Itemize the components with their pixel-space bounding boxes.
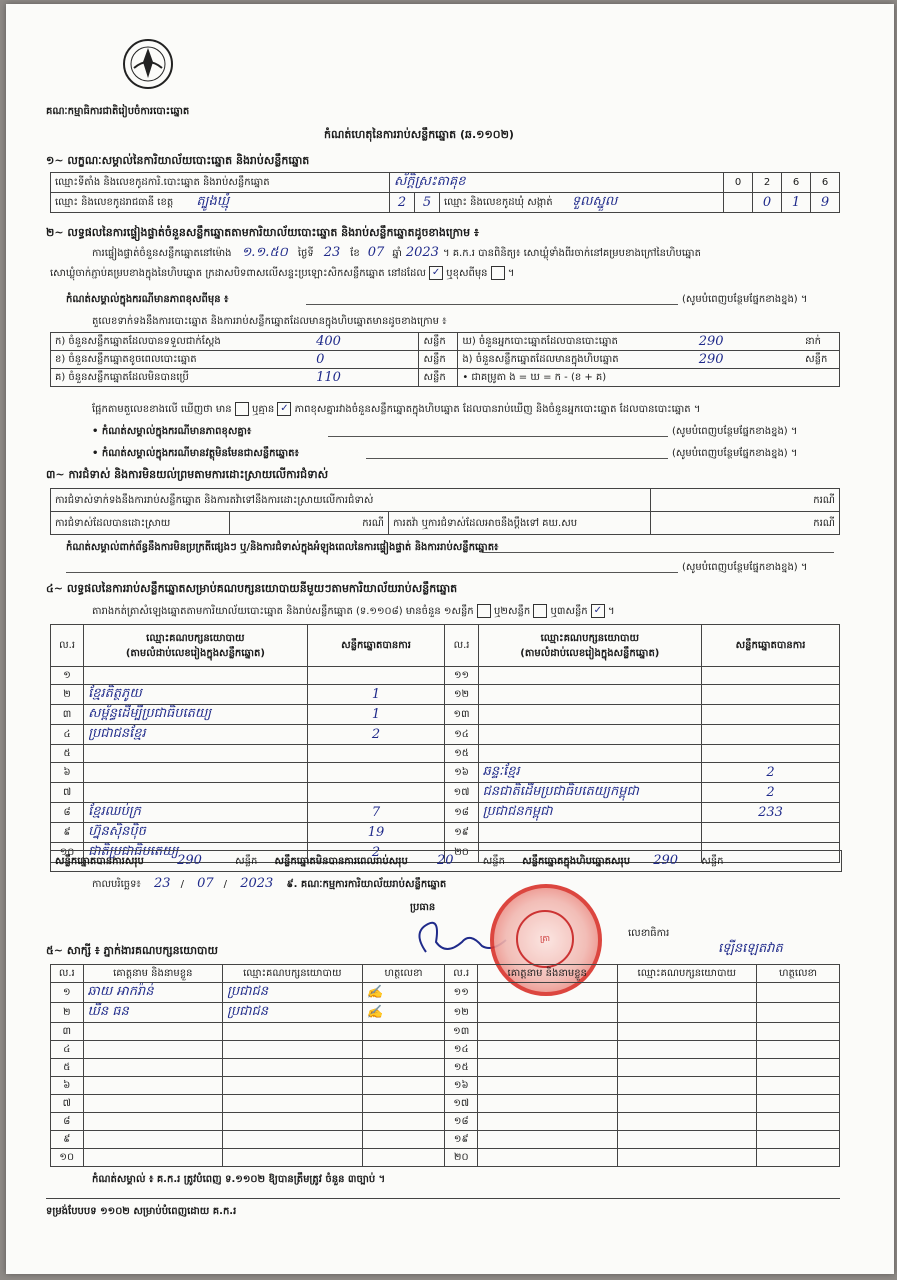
prov-code-1: 2 [390, 193, 415, 213]
fig-a-label: ក) ចំនួនសន្លឹកឆ្នោតដែលបានទទួលជាក់ស្តែង [51, 333, 313, 351]
witness-no: ១៦ [445, 1077, 478, 1095]
objection-resolved-case: ករណី [230, 512, 389, 535]
result-no: ១៦ [445, 763, 478, 783]
fig-e-value: 290 [695, 351, 801, 369]
commune-label-text: ឈ្មោះ និងលេខកូដឃុំ សង្កាត់ [444, 197, 553, 208]
fig-e-unit: សន្លឹក [801, 351, 839, 369]
witness-signature [757, 1059, 840, 1077]
total-invalid-value: 20 [436, 853, 454, 868]
commune-code-2: 1 [782, 193, 811, 213]
secretary-label: លេខាធិការ [628, 928, 670, 939]
table-row [51, 667, 840, 685]
witness-no: ១៤ [445, 1041, 478, 1059]
witness-signature [362, 1131, 445, 1149]
total-box-label: សន្លឹកឆ្នោតក្នុងហិបឆ្នោតសរុប [522, 856, 631, 867]
result-votes: 2 [702, 763, 840, 783]
diff-note-fill: (សូមបំពេញបន្ថែមផ្នែកខាងខ្នង) ។ [682, 294, 808, 305]
result-no: ១ [51, 667, 84, 685]
result-party: សម្ព័ន្ធដើម្បីប្រជាធិបតេយ្យ [84, 705, 307, 725]
verify-month-label: ខែ [350, 248, 360, 259]
result-votes: 2 [702, 783, 840, 803]
diff-label: ឬខុសពីមុន [446, 268, 488, 279]
province-value: ត្បូងឃ្មុំ [196, 194, 230, 209]
witness-name [83, 1041, 223, 1059]
tally-intro-text: តារាងកត់ត្រាសំឡេងឆ្នោតតាមការិយាល័យបោះឆ្នោត និងរាប់សន្លឹកឆ្នោត (ទ.១១០៨) មានចំនួន ១សន្លឹក [92, 606, 474, 617]
fig-d-label: ឃ) ចំនួនអ្នកបោះឆ្នោតដែលបានបោះឆ្នោត [458, 333, 695, 351]
province-label-text: ឈ្មោះ និងលេខកូដរាជធានី ខេត្ត [55, 197, 174, 208]
result-no: ១១ [445, 667, 478, 685]
witness-name [477, 1149, 617, 1167]
witness-no: ១០ [51, 1149, 84, 1167]
witness-no: ១៥ [445, 1059, 478, 1077]
footnote: កំណត់សម្គាល់ ៖ គ.ក.រ ត្រូវបំពេញ ទ.១១០២ ឱ្យបានត្រឹមត្រូវ ចំនួន ៣ច្បាប់ ។ [92, 1174, 386, 1185]
table-row [51, 725, 840, 745]
result-votes: 1 [307, 685, 445, 705]
table-row [51, 705, 840, 725]
witness-signature [757, 1149, 840, 1167]
verify-text: ។ គ.ក.រ បានពិនិត្យ៖ សោឃ្លុំទាំងពីរចាក់នៅគម្របខាងក្រៅនៃហិបឆ្នោត [442, 248, 701, 259]
result-votes: 233 [702, 803, 840, 823]
date-label: កាលបរិច្ឆេទ៖ [92, 879, 141, 890]
witness-no: ៧ [51, 1095, 84, 1113]
verify-year: 2023 [405, 245, 439, 260]
witness-signature [362, 1041, 445, 1059]
table-row [51, 823, 840, 843]
result-party [84, 783, 307, 803]
result-no: ១០ [51, 843, 84, 863]
witness-party [223, 1059, 363, 1077]
result-party: ជាតិប្រជាធិបតេយ្យ [84, 843, 307, 863]
results-col-party-sub-2: (តាមលំដាប់លេខរៀងក្នុងសន្លឹកឆ្នោត) [520, 647, 660, 659]
objection-resolved-label: ការជំទាស់ដែលបានដោះស្រាយ [51, 512, 230, 535]
fig-b-value: 0 [312, 351, 419, 369]
same-checkbox[interactable]: ✓ [429, 266, 443, 280]
fig-b-label: ខ) ចំនួនសន្លឹកឆ្នោតខូចពេលបោះឆ្នោត [51, 351, 313, 369]
irregularity-line-1 [482, 552, 834, 553]
fig-e-label: ង) ចំនួនសន្លឹកឆ្នោតដែលមានក្នុងហិបឆ្នោត [458, 351, 695, 369]
result-no: ៣ [51, 705, 84, 725]
result-no: ១៥ [445, 745, 478, 763]
province-label [51, 193, 390, 213]
result-party [84, 667, 307, 685]
witness-col-name-2: គោត្តនាម និងនាមខ្លួន [477, 965, 617, 983]
result-party [478, 667, 701, 685]
witness-party [617, 1149, 757, 1167]
witness-no: ១៩ [445, 1131, 478, 1149]
witness-name: ឃឹន ធន [83, 1003, 223, 1023]
result-party: ប្រជាជនកម្ពុជា [478, 803, 701, 823]
verify-time-label: ការផ្ទៀងផ្ទាត់ចំនួនសន្លឹកឆ្នោតនៅម៉ោង [92, 248, 232, 259]
table-row [51, 1003, 840, 1023]
verify-year-label: ឆ្នាំ [392, 248, 402, 259]
diff-note-line [306, 304, 678, 305]
witness-party [617, 1095, 757, 1113]
formula: • ជាគម្រូតា ង = ឃ = ក - (ខ + គ) [458, 369, 840, 387]
witness-party [617, 1059, 757, 1077]
witness-signature [757, 1023, 840, 1041]
bullet-object-fill: (សូមបំពេញបន្ថែមផ្នែកខាងខ្នង) ។ [672, 448, 798, 459]
result-votes [702, 725, 840, 745]
witness-party [223, 1041, 363, 1059]
witness-no: ៦ [51, 1077, 84, 1095]
result-party: ឆន្ទៈខ្មែរ [478, 763, 701, 783]
result-votes: 2 [307, 725, 445, 745]
location-value-text: ស័ក្តិស្រះតាគុខ [394, 174, 466, 189]
tally-intro: តារាងកត់ត្រាសំឡេងឆ្នោតតាមការិយាល័យបោះឆ្នោត និងរាប់សន្លឹកឆ្នោត (ទ.១១០៨) មានចំនួន ១សន្លឹក ឬ២សន្លឹក ឬ៣សន្លឹក ✓ ។ [92, 605, 615, 617]
total-valid-label: សន្លឹកឆ្នោតបានការសរុប [55, 856, 144, 867]
result-party [478, 725, 701, 745]
total-valid-value: 290 [177, 853, 202, 868]
witness-name [83, 1023, 223, 1041]
section5-title: ៥~ សាក្សី ៖ ភ្នាក់ងារគណបក្សនយោបាយ [46, 944, 219, 957]
witness-no: ៣ [51, 1023, 84, 1041]
results-col-party-text: ឈ្មោះគណបក្សនយោបាយ [146, 632, 245, 644]
result-votes: 1 [307, 705, 445, 725]
result-votes [702, 685, 840, 705]
section3-title: ៣~ ការជំទាស់ និងការមិនយល់ព្រមតាមការដោះស្រាយលើការជំទាស់ [46, 468, 329, 481]
code-digit-4: 6 [811, 173, 840, 193]
witness-no: ១២ [445, 1003, 478, 1023]
result-no: ៨ [51, 803, 84, 823]
result-votes: 19 [307, 823, 445, 843]
three-sheet-label: ឬ៣សន្លឹក [550, 606, 588, 617]
result-votes [307, 745, 445, 763]
witness-col-party-2: ឈ្មោះគណបក្សនយោបាយ [617, 965, 757, 983]
witness-name: ឆាយ អាករ៉ាន់ [83, 983, 223, 1003]
location-label: ឈ្មោះទីតាំង និងលេខកូដការិ.បោះឆ្នោត និងរាប់សន្លឹកឆ្នោត [51, 173, 390, 193]
commune-code-3: 9 [811, 193, 840, 213]
irregularity-line-2 [66, 572, 678, 573]
total-invalid-label: សន្លឹកឆ្នោតមិនបានការពេលរាប់សរុប [274, 856, 408, 867]
diff-note-label: កំណត់សម្គាល់ក្នុងករណីមានភាពខុសពីមុន ៖ [66, 294, 229, 305]
result-votes [702, 823, 840, 843]
verify-line-2: សោឃ្លុំចាក់ភ្ជាប់គម្របខាងក្នុងនៃហិបឆ្នោត ក្រដាសបិទពាសលើសន្ទះប្រឡោះសិកសន្លឹកឆ្នោត នៅដដែល ✓ ឬខុសពីមុន ។ [50, 267, 515, 279]
result-party: ហ្វ៊ុនស៊ិនប៉ិច [84, 823, 307, 843]
witness-no: ៥ [51, 1059, 84, 1077]
results-col-party-sub: (តាមលំដាប់លេខរៀងក្នុងសន្លឹកឆ្នោត) [125, 647, 265, 659]
results-header-row [51, 625, 840, 667]
code-digit-3: 6 [782, 173, 811, 193]
witness-no: ៤ [51, 1041, 84, 1059]
witness-no: ៨ [51, 1113, 84, 1131]
section2-title: ២~ លទ្ធផលនៃការផ្ទៀងផ្ទាត់ចំនួនសន្លឹកឆ្នោតតាមការិយាល័យបោះឆ្នោត និងរាប់សន្លឹកឆ្នោតដូចខាងក្រោម ៖ [46, 226, 479, 239]
fig-c-unit: សន្លឹក [419, 369, 458, 387]
prov-code-2: 5 [415, 193, 440, 213]
result-no: ២០ [445, 843, 478, 863]
witness-no: ១៨ [445, 1113, 478, 1131]
witness-name [83, 1095, 223, 1113]
witness-name [83, 1131, 223, 1149]
bullet-diff-fill: (សូមបំពេញបន្ថែមផ្នែកខាងខ្នង) ។ [672, 426, 798, 437]
witness-name [477, 1059, 617, 1077]
irregularity-fill: (សូមបំពេញបន្ថែមផ្នែកខាងខ្នង) ។ [682, 562, 808, 573]
total-valid-unit: សន្លឹក [235, 856, 258, 867]
date-day: 23 [154, 876, 171, 891]
result-party: ជនជាតិដើមប្រជាធិបតេយ្យកម្ពុជា [478, 783, 701, 803]
witness-col-name: គោត្តនាម និងនាមខ្លួន [83, 965, 223, 983]
result-party [478, 685, 701, 705]
witness-signature [757, 1003, 840, 1023]
chair-label: ប្រធាន [410, 902, 436, 913]
witness-col-no: ល.រ [51, 965, 84, 983]
result-no: ៧ [51, 783, 84, 803]
table-row [51, 783, 840, 803]
result-no: ៦ [51, 763, 84, 783]
objection-row1-case: ករណី [651, 489, 840, 512]
results-table [50, 624, 840, 863]
witness-signature [757, 1131, 840, 1149]
verify-day: 23 [323, 245, 341, 260]
witness-name [477, 1041, 617, 1059]
objection-appeal-label: ការតវ៉ា ឬការជំទាស់ដែលអាចនឹងប្តឹងទៅ គឃ.សប [389, 512, 651, 535]
witness-name [477, 1113, 617, 1131]
result-party: ខ្មែរតិត្ថភូយ [84, 685, 307, 705]
diff-checkbox[interactable] [491, 266, 505, 280]
location-value [390, 173, 724, 193]
witness-party [223, 1077, 363, 1095]
fig-a-unit: សន្លឹក [419, 333, 458, 351]
witness-col-sig-2: ហត្ថលេខា [757, 965, 840, 983]
table-row [51, 1041, 840, 1059]
total-box-unit: សន្លឹក [701, 856, 724, 867]
witness-signature [362, 1059, 445, 1077]
has-label: ផ្អែកតាមតួលេខខាងលើ ឃើញថា មាន [92, 404, 232, 415]
result-no: ១៣ [445, 705, 478, 725]
table-row [51, 1023, 840, 1041]
objection-table [50, 488, 840, 535]
result-no: ១៩ [445, 823, 478, 843]
footer-divider [46, 1198, 840, 1199]
date-month: 07 [197, 876, 214, 891]
witness-name [477, 1095, 617, 1113]
witness-party: ប្រជាជន [223, 1003, 363, 1023]
figures-table [50, 332, 840, 387]
result-no: ១៨ [445, 803, 478, 823]
witness-signature [362, 1149, 445, 1167]
verify-time: ១.១.៥០ [241, 245, 288, 260]
result-no: ៩ [51, 823, 84, 843]
witness-signature [757, 1041, 840, 1059]
irregularity-note: កំណត់សម្គាល់ពាក់ព័ន្ធនឹងការមិនប្រក្រតីផ្សេងៗ ឬ/និងការជំទាស់ក្នុងអំឡុងពេលនៃការផ្ទៀងផ្ទាត់ និងការរាប់សន្លឹកឆ្នោត៖ [66, 542, 499, 553]
result-no: ៤ [51, 725, 84, 745]
witness-name [477, 1131, 617, 1149]
witness-header-row [51, 965, 840, 983]
witness-signature [362, 1023, 445, 1041]
form-title: កំណត់ហេតុនៃការរាប់សន្លឹកឆ្នោត (ឆ.១១០២) [324, 128, 514, 141]
three-sheet-checkbox[interactable]: ✓ [591, 604, 605, 618]
verify-line-1 [92, 244, 701, 263]
result-party: ប្រជាជនខ្មែរ [84, 725, 307, 745]
witness-party [223, 1149, 363, 1167]
result-no: ១៧ [445, 783, 478, 803]
witness-name [83, 1059, 223, 1077]
table-row [51, 685, 840, 705]
witness-party [223, 1095, 363, 1113]
witness-table [50, 964, 840, 1167]
fig-a-value: 400 [312, 333, 419, 351]
witness-signature [362, 1113, 445, 1131]
fig-c-label: គ) ចំនួនសន្លឹកឆ្នោតដែលមិនបានប្រើ [51, 369, 313, 387]
results-col-no: ល.រ [51, 625, 84, 667]
results-col-votes: សន្លឹកឆ្នោតបានការ [307, 625, 445, 667]
form-footer: ទម្រង់បែបបទ ១១០២ សម្រាប់បំពេញដោយ គ.ក.រ [46, 1206, 237, 1217]
witness-party [223, 1131, 363, 1149]
results-col-party-text-2: ឈ្មោះគណបក្សនយោបាយ [540, 632, 640, 644]
two-sheet-label: ឬ២សន្លឹក [494, 606, 531, 617]
result-party: ខ្មែរឈប់ក្រ [84, 803, 307, 823]
witness-name [477, 1023, 617, 1041]
bullet-object: • កំណត់សម្គាល់ក្នុងករណីមានវត្ថុមិនមែនជាសន្លឹកឆ្នោត៖ [92, 448, 299, 459]
witness-signature: ✍ [362, 1003, 445, 1023]
witness-signature [757, 1113, 840, 1131]
bullet-diff-line [328, 436, 668, 437]
result-votes [702, 667, 840, 685]
witness-signature: ✍ [362, 983, 445, 1003]
total-box-value: 290 [653, 853, 679, 868]
result-votes [307, 783, 445, 803]
witness-party: ប្រជាជន [223, 983, 363, 1003]
witness-signature [757, 1077, 840, 1095]
result-no: ២ [51, 685, 84, 705]
witness-col-no-2: ល.រ [445, 965, 478, 983]
table-row [51, 745, 840, 763]
org-name: គណៈកម្មាធិការជាតិរៀបចំការបោះឆ្នោត [46, 106, 190, 117]
result-votes [702, 745, 840, 763]
section1-title: ១~ លក្ខណៈសម្គាល់នៃការិយាល័យបោះឆ្នោត និងរាប់សន្លឹកឆ្នោត [46, 154, 310, 167]
fig-c-value: 110 [312, 369, 419, 387]
table-row [51, 1149, 840, 1167]
verify-day-label: ថ្ងៃទី [297, 248, 314, 259]
has-checkbox[interactable] [235, 402, 249, 416]
results-col-votes-2: សន្លឹកឆ្នោតបានការ [702, 625, 840, 667]
witness-signature [757, 1095, 840, 1113]
witness-party [617, 1113, 757, 1131]
result-no: ៥ [51, 745, 84, 763]
secretary-name: ឡើនឡេតវាត [718, 941, 783, 956]
stamp-center: ត្រា [516, 910, 574, 968]
witness-name [477, 1077, 617, 1095]
verify-month: 07 [367, 245, 385, 260]
result-party [84, 763, 307, 783]
results-col-no-2: ល.រ [445, 625, 478, 667]
discrepancy-text: ភាពខុសគ្នារវាងចំនួនសន្លឹកឆ្នោតក្នុងហិបឆ្នោត ដែលបានរាប់ឃើញ និងចំនួនអ្នកបោះឆ្នោត ដែលបានបោះឆ្នោត ។ [294, 404, 701, 415]
witness-name [83, 1149, 223, 1167]
figures-intro: តួលេខទាក់ទងនឹងការបោះឆ្នោត និងការរាប់សន្លឹកឆ្នោតដែលមានក្នុងហិបឆ្នោតមានដូចខាងក្រោម ៖ [92, 316, 447, 327]
witness-no: ៩ [51, 1131, 84, 1149]
witness-party [617, 1041, 757, 1059]
date-year: 2023 [240, 876, 274, 891]
witness-col-sig: ហត្ថលេខា [362, 965, 445, 983]
fig-d-value: 290 [695, 333, 801, 351]
table-row [51, 1095, 840, 1113]
witness-party [223, 1113, 363, 1131]
table-row [51, 803, 840, 823]
result-no: ១២ [445, 685, 478, 705]
section1-table [50, 172, 840, 213]
witness-party [223, 1023, 363, 1041]
none-label: ឬគ្មាន [252, 404, 275, 415]
result-votes: 2 [307, 843, 445, 863]
witness-col-party: ឈ្មោះគណបក្សនយោបាយ [223, 965, 363, 983]
commune-label [440, 193, 724, 213]
committee-label: ៩. គណៈកម្មការការិយាល័យរាប់សន្លឹកឆ្នោត [286, 879, 447, 890]
table-row [51, 763, 840, 783]
table-row [51, 1077, 840, 1095]
commune-code-blank [724, 193, 753, 213]
commune-value: ទួលស្នួល [571, 194, 618, 209]
witness-name [83, 1077, 223, 1095]
result-votes [307, 667, 445, 685]
bullet-diff: • កំណត់សម្គាល់ក្នុងករណីមានភាពខុសគ្នា៖ [92, 426, 252, 437]
fig-d-unit: នាក់ [801, 333, 839, 351]
result-party [478, 745, 701, 763]
result-votes [307, 763, 445, 783]
discrepancy-line [92, 402, 700, 417]
result-party [478, 705, 701, 725]
result-party [478, 823, 701, 843]
table-row [51, 983, 840, 1003]
witness-party [617, 983, 757, 1003]
fig-b-unit: សន្លឹក [419, 351, 458, 369]
witness-name [477, 983, 617, 1003]
result-votes [702, 705, 840, 725]
witness-party [617, 1023, 757, 1041]
witness-signature [362, 1095, 445, 1113]
seal-text: សោឃ្លុំចាក់ភ្ជាប់គម្របខាងក្នុងនៃហិបឆ្នោត ក្រដាសបិទពាសលើសន្ទះប្រឡោះសិកសន្លឹកឆ្នោត នៅដដែល [50, 268, 426, 279]
objection-row1-label: ការជំទាស់ទាក់ទងនឹងការរាប់សន្លឹកឆ្នោត និងការតវ៉ាទៅនឹងការដោះស្រាយលើការជំទាស់ [51, 489, 651, 512]
witness-party [617, 1077, 757, 1095]
section4-title: ៤~ លទ្ធផលនៃការរាប់សន្លឹកឆ្នោតសម្រាប់គណបក្សនយោបាយនីមួយៗតាមការិយាល័យរាប់សន្លឹកឆ្នោត [46, 582, 458, 595]
witness-party [617, 1003, 757, 1023]
result-votes: 7 [307, 803, 445, 823]
witness-no: ១៧ [445, 1095, 478, 1113]
objection-appeal-case: ករណី [651, 512, 840, 535]
form-sheet [6, 4, 894, 1274]
table-row [51, 1059, 840, 1077]
results-col-party [84, 625, 307, 667]
table-row [51, 1113, 840, 1131]
results-col-party-2 [478, 625, 701, 667]
date-line: កាលបរិច្ឆេទ៖ 23 / 07 / 2023 ៩. គណៈកម្មការការិយាល័យរាប់សន្លឹកឆ្នោត [92, 876, 447, 891]
bullet-object-line [366, 458, 668, 459]
one-sheet-checkbox[interactable] [477, 604, 491, 618]
witness-no: ១១ [445, 983, 478, 1003]
code-digit-2: 2 [753, 173, 782, 193]
result-no: ១៤ [445, 725, 478, 745]
witness-no: ១ [51, 983, 84, 1003]
witness-no: ២០ [445, 1149, 478, 1167]
witness-name [83, 1113, 223, 1131]
none-checkbox[interactable]: ✓ [277, 402, 291, 416]
emblem-icon [120, 38, 176, 90]
total-invalid-unit: សន្លឹក [482, 856, 505, 867]
result-party [84, 745, 307, 763]
witness-name [477, 1003, 617, 1023]
commune-code-1: 0 [753, 193, 782, 213]
witness-party [617, 1131, 757, 1149]
totals-row [50, 850, 842, 872]
witness-no: ២ [51, 1003, 84, 1023]
witness-no: ១៣ [445, 1023, 478, 1041]
witness-signature [362, 1077, 445, 1095]
witness-signature [757, 983, 840, 1003]
table-row [51, 1131, 840, 1149]
code-digit-1: 0 [724, 173, 753, 193]
two-sheet-checkbox[interactable] [533, 604, 547, 618]
